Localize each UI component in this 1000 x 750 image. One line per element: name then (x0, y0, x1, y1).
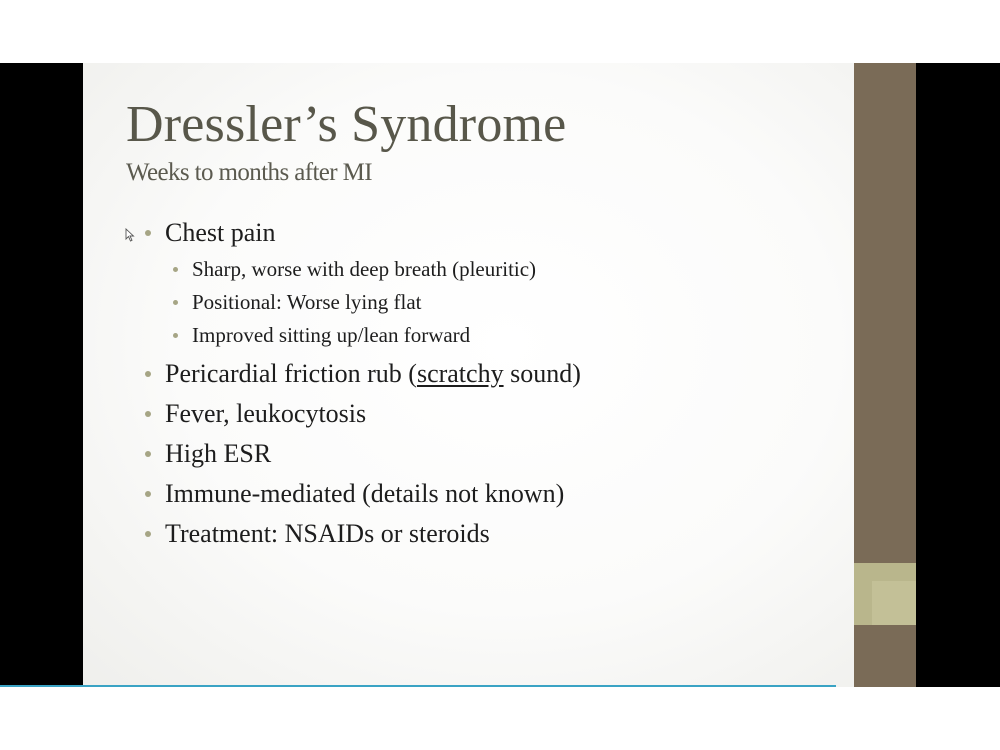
slide-title: Dressler’s Syndrome (126, 96, 567, 153)
sidebar-accent-block (854, 563, 916, 625)
video-progress-bar[interactable] (0, 685, 836, 687)
underlined-word: scratchy (416, 359, 504, 388)
slide-sidebar (854, 63, 916, 687)
bullet-icon (145, 411, 151, 417)
list-item (141, 354, 581, 394)
bullet-text: Treatment: NSAIDs or steroids (165, 519, 490, 548)
slide-subtitle: Weeks to months after MI (126, 159, 373, 186)
list-item (141, 514, 581, 554)
sub-bullet-text: Sharp, worse with deep breath (pleuritic) (192, 257, 537, 281)
list-item (141, 253, 581, 286)
sidebar-accent-inner (872, 581, 916, 625)
bullet-icon (145, 230, 151, 236)
sub-bullet-icon (173, 300, 178, 305)
bullet-text: Chest pain (165, 218, 276, 247)
bullet-text: Fever, leukocytosis (165, 399, 367, 428)
bullet-icon (145, 531, 151, 537)
bullet-text-pre: Pericardial friction rub ( (165, 359, 417, 388)
sub-bullet-icon (173, 333, 178, 338)
list-item (141, 213, 581, 253)
list-item (141, 394, 581, 434)
bullet-icon (145, 371, 151, 377)
list-item (141, 319, 581, 352)
bullet-icon (145, 451, 151, 457)
sub-bullet-text: Positional: Worse lying flat (192, 290, 422, 314)
bullet-list (141, 213, 581, 554)
sub-bullet-text: Improved sitting up/lean forward (192, 323, 471, 347)
list-item (141, 286, 581, 319)
presentation-slide (83, 63, 854, 687)
bullet-text-post: sound) (503, 359, 581, 388)
bullet-icon (145, 491, 151, 497)
mouse-pointer-icon (125, 228, 135, 242)
sub-bullet-icon (173, 267, 178, 272)
bullet-text: Immune-mediated (details not known) (165, 479, 565, 508)
list-item (141, 474, 581, 514)
bullet-text: High ESR (165, 439, 272, 468)
list-item (141, 434, 581, 474)
